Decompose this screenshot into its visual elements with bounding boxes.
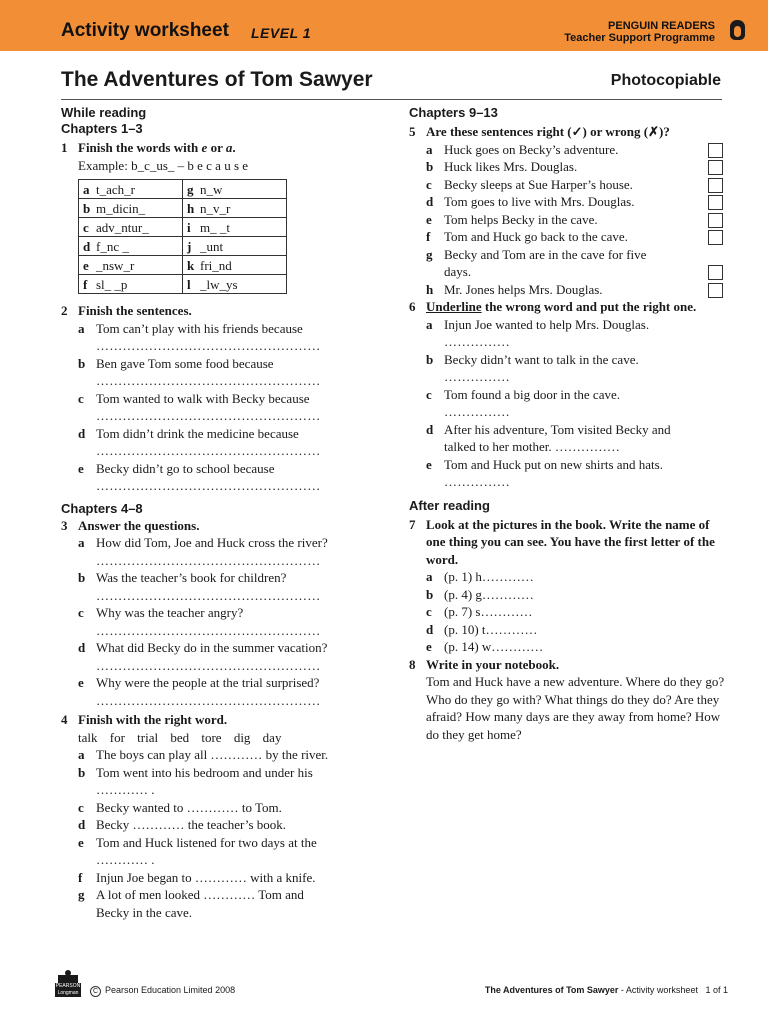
answer-line[interactable]: …………… <box>444 334 510 349</box>
footer-book-title: The Adventures of Tom Sawyer <box>484 985 619 995</box>
question-number: 7 <box>409 516 416 532</box>
grid-word: _unt <box>200 238 224 254</box>
list-item <box>61 674 377 692</box>
grid-letter: e <box>83 257 89 273</box>
question-4 <box>61 711 377 729</box>
item-letter: a <box>426 569 433 584</box>
answer-line[interactable]: …………………………………………… <box>96 373 321 388</box>
reader-figure-icon <box>55 969 81 983</box>
word-bank: talk for trial bed tore dig day <box>78 729 282 745</box>
list-item <box>61 834 377 852</box>
list-item <box>61 764 377 782</box>
question-number: 5 <box>409 124 416 139</box>
publisher-label <box>564 20 715 44</box>
example-line <box>61 157 377 175</box>
list-item <box>409 638 729 656</box>
grid-cell <box>183 237 287 256</box>
answer-line[interactable]: …………………………………………… <box>96 692 321 708</box>
item-text: Tom and Huck listened for two days at the <box>96 834 317 850</box>
list-item <box>61 460 377 478</box>
item-text: talked to her mother. …………… <box>444 439 620 454</box>
section-after-reading: After reading <box>409 497 490 513</box>
question-text: the wrong word and put the right one. <box>481 299 697 314</box>
list-item <box>61 604 377 622</box>
question-number: 4 <box>61 712 68 727</box>
item-letter: c <box>426 386 432 402</box>
item-letter: e <box>78 675 84 690</box>
list-item <box>61 534 377 552</box>
item-text: (p. 4) g………… <box>444 586 534 602</box>
list-item <box>409 316 729 334</box>
list-item <box>409 386 729 404</box>
item-letter: a <box>78 320 85 336</box>
answer-line[interactable]: …………… <box>444 369 510 384</box>
item-text: What did Becky do in the summer vacation? <box>96 640 328 655</box>
question-number: 2 <box>61 303 68 318</box>
item-text: Becky ………… the teacher’s book. <box>96 817 287 832</box>
item-letter: b <box>426 586 434 602</box>
question-3 <box>61 517 377 535</box>
list-item <box>409 158 729 176</box>
list-item <box>61 799 377 817</box>
item-text: Why was the teacher angry? <box>96 605 244 620</box>
question-text-or: or <box>207 140 226 155</box>
list-item <box>61 569 377 587</box>
list-item <box>61 816 377 834</box>
answer-checkbox[interactable] <box>708 265 723 280</box>
question-text: Write in your notebook. <box>426 656 560 672</box>
item-text: Becky didn’t want to talk in the cave. <box>444 351 639 367</box>
page-title: The Adventures of Tom Sawyer <box>61 68 373 91</box>
list-item <box>61 425 377 443</box>
item-text: Tom goes to live with Mrs. Douglas. <box>444 194 635 209</box>
penguin-logo-icon <box>730 20 745 40</box>
section-chapters-9-13: Chapters 9–13 <box>409 105 498 120</box>
publisher-line-2: Teacher Support Programme <box>564 32 715 44</box>
item-text: Becky sleeps at Sue Harper’s house. <box>444 176 633 192</box>
item-text: Tom helps Becky in the cave. <box>444 211 598 227</box>
example-text: Example: b_c_us_ – b e c a u s e <box>78 157 249 173</box>
item-letter: c <box>78 390 84 406</box>
item-letter: b <box>426 351 434 367</box>
list-item <box>61 390 377 408</box>
question-5 <box>409 123 729 141</box>
item-text: Becky didn’t go to school because <box>96 460 275 476</box>
item-letter: a <box>426 316 433 332</box>
list-item <box>409 351 729 369</box>
item-text: How did Tom, Joe and Huck cross the river? <box>96 535 328 550</box>
item-letter: e <box>78 460 84 476</box>
list-item <box>409 603 729 621</box>
level-label: LEVEL 1 <box>251 25 312 41</box>
item-text: Was the teacher’s book for children? <box>96 570 287 585</box>
item-text: Becky in the cave. <box>96 904 193 920</box>
item-letter: e <box>426 211 432 227</box>
item-letter: b <box>78 764 86 780</box>
question-7 <box>409 516 729 569</box>
question-6-items <box>409 316 729 491</box>
question-6 <box>409 298 729 316</box>
grid-letter: j <box>187 238 192 254</box>
copyright-text: Pearson Education Limited 2008 <box>105 985 236 995</box>
list-item <box>61 320 377 338</box>
grid-cell <box>79 180 183 199</box>
underline-word: Underline <box>426 299 482 314</box>
question-number: 1 <box>61 140 68 155</box>
item-text: days. <box>444 264 472 279</box>
grid-letter: c <box>83 219 89 235</box>
item-letter: b <box>78 570 86 585</box>
question-5-items <box>409 141 729 299</box>
question-text: Finish the sentences. <box>78 303 192 318</box>
question-text: Answer the questions. <box>78 517 200 533</box>
item-text: A lot of men looked ………… Tom and <box>96 887 304 902</box>
answer-line[interactable]: …………… <box>444 404 510 419</box>
answer-checkbox[interactable] <box>708 230 723 245</box>
list-item <box>409 456 729 474</box>
section-chapters-1-3: Chapters 1–3 <box>61 121 143 136</box>
answer-checkbox[interactable] <box>708 143 723 158</box>
worksheet-label: Activity worksheet <box>61 20 229 41</box>
grid-letter: l <box>187 276 191 292</box>
item-letter: d <box>426 194 434 209</box>
question-text-period: . <box>232 140 236 155</box>
grid-cell <box>183 180 287 199</box>
grid-word: fri_nd <box>200 257 232 273</box>
item-text: Why were the people at the trial surprised? <box>96 675 320 690</box>
list-item <box>409 211 729 229</box>
grid-cell <box>183 256 287 275</box>
item-text: (p. 14) w………… <box>444 639 544 654</box>
pearson-logo-icon <box>55 969 81 997</box>
item-text: ………… . <box>96 782 155 797</box>
answer-line[interactable]: …………………………………………… <box>96 657 321 673</box>
grid-word: m_ _t <box>200 219 230 235</box>
item-text: Huck likes Mrs. Douglas. <box>444 159 578 174</box>
grid-row <box>79 256 287 275</box>
list-item <box>61 639 377 657</box>
question-8 <box>409 656 729 674</box>
question-text: Finish the words with <box>78 140 202 155</box>
grid-letter: f <box>83 276 88 292</box>
answer-checkbox[interactable] <box>708 178 723 193</box>
item-letter: h <box>426 281 434 297</box>
letter-e: e <box>201 140 208 155</box>
grid-word: t_ach_r <box>96 181 135 197</box>
item-letter: f <box>426 229 431 244</box>
question-4-items <box>61 746 377 921</box>
answer-line[interactable]: …………… <box>444 474 510 489</box>
item-text: (p. 10) t………… <box>444 621 538 637</box>
item-text: The boys can play all ………… by the river. <box>96 747 329 762</box>
answer-line[interactable]: …………………………………………… <box>96 552 321 568</box>
publisher-line-1: PENGUIN READERS <box>608 20 715 32</box>
answer-checkbox[interactable] <box>708 160 723 175</box>
grid-letter: g <box>187 181 194 197</box>
list-item <box>409 621 729 639</box>
list-item <box>409 438 729 456</box>
grid-word: m_dicin_ <box>96 200 146 216</box>
item-letter: b <box>426 159 434 174</box>
answer-line[interactable]: …………………………………………… <box>96 443 321 458</box>
page-number: 1 of 1 <box>705 985 728 995</box>
left-column <box>61 105 377 921</box>
list-item <box>409 568 729 586</box>
grid-letter: h <box>187 200 195 216</box>
item-letter: d <box>426 621 434 637</box>
grid-cell <box>79 199 183 218</box>
list-item <box>61 355 377 373</box>
item-letter: g <box>426 246 433 262</box>
copyright-icon: C <box>90 986 101 997</box>
grid-word: _nsw_r <box>96 257 135 273</box>
item-text: (p. 1) h………… <box>444 569 534 584</box>
grid-row <box>79 237 287 256</box>
item-letter: e <box>426 456 432 472</box>
item-text: Tom wanted to walk with Becky because <box>96 390 310 406</box>
item-text: Tom can’t play with his friends because <box>96 320 303 336</box>
copyright-line <box>90 985 235 997</box>
grid-row <box>79 218 287 237</box>
title-divider <box>61 99 722 100</box>
answer-checkbox[interactable] <box>708 213 723 228</box>
grid-word: n_w <box>200 181 223 197</box>
question-number: 8 <box>409 656 416 672</box>
grid-letter: d <box>83 238 91 254</box>
question-1 <box>61 139 377 157</box>
item-text: (p. 7) s………… <box>444 604 533 619</box>
list-item <box>409 141 729 159</box>
photocopiable-label: Photocopiable <box>610 72 721 89</box>
question-text: Are these sentences right (✓) or wrong (✗)? <box>426 124 670 139</box>
item-letter: a <box>78 747 85 762</box>
item-letter: d <box>78 817 86 832</box>
question-3-items <box>61 534 377 709</box>
answer-line[interactable]: …………………………………………… <box>96 408 321 423</box>
item-letter: b <box>78 355 86 371</box>
header-bar <box>0 0 768 51</box>
grid-cell <box>79 256 183 275</box>
item-text: Injun Joe began to ………… with a knife. <box>96 869 316 885</box>
grid-cell <box>79 275 183 294</box>
footer-right <box>485 985 728 995</box>
grid-row <box>79 180 287 199</box>
item-letter: d <box>426 421 434 437</box>
grid-word: adv_ntur_ <box>96 219 149 235</box>
grid-word: _lw_ys <box>200 276 238 292</box>
section-chapters-4-8: Chapters 4–8 <box>61 500 143 516</box>
list-item <box>409 586 729 604</box>
item-letter: a <box>426 141 433 157</box>
item-text: Becky wanted to ………… to Tom. <box>96 799 282 815</box>
question-8-body: Tom and Huck have a new adventure. Where do they go? Who do they go with? What things do they do? Are they afraid? How many days are they away from home? How do they get home? <box>426 674 725 742</box>
word-grid <box>78 179 287 294</box>
grid-word: n_v_r <box>200 200 231 216</box>
list-item <box>409 246 729 264</box>
item-letter: c <box>78 799 84 815</box>
list-item <box>409 281 729 299</box>
item-text: Tom went into his bedroom and under his <box>96 764 313 780</box>
list-item <box>61 746 377 764</box>
item-letter: e <box>426 639 432 654</box>
list-item <box>409 176 729 194</box>
grid-cell <box>183 275 287 294</box>
list-item <box>409 263 729 281</box>
answer-line[interactable]: …………………………………………… <box>96 478 321 493</box>
item-text: Becky and Tom are in the cave for five <box>444 246 647 262</box>
list-item <box>409 228 729 246</box>
grid-letter: k <box>187 257 195 273</box>
grid-letter: i <box>187 219 191 235</box>
question-text: Look at the pictures in the book. Write the name of one thing you can see. You have the first letter of the word. <box>426 516 715 567</box>
right-column <box>409 105 729 743</box>
letter-a: a <box>225 140 233 155</box>
answer-line[interactable]: …………………………………………… <box>96 587 321 603</box>
grid-row <box>79 199 287 218</box>
item-letter: a <box>78 535 85 550</box>
list-item <box>61 904 377 922</box>
item-letter: c <box>426 176 432 192</box>
item-text: Injun Joe wanted to help Mrs. Douglas. <box>444 316 650 332</box>
grid-letter: a <box>83 181 90 197</box>
item-text: Mr. Jones helps Mrs. Douglas. <box>444 281 603 297</box>
item-text: Ben gave Tom some food because <box>96 355 274 371</box>
answer-checkbox[interactable] <box>708 283 723 298</box>
grid-cell <box>183 218 287 237</box>
grid-word: f_nc _ <box>96 238 129 254</box>
item-text: Tom found a big door in the cave. <box>444 386 620 402</box>
item-text: Huck goes on Becky’s adventure. <box>444 141 619 157</box>
pearson-logo-text <box>55 983 81 997</box>
pearson-logo-bottom: Longman <box>57 990 79 996</box>
item-text: Tom and Huck go back to the cave. <box>444 229 628 244</box>
answer-line[interactable]: …………………………………………… <box>96 622 321 638</box>
answer-line[interactable]: …………………………………………… <box>96 338 321 353</box>
grid-word: sl_ _p <box>96 276 128 292</box>
item-letter: d <box>78 425 86 441</box>
list-item <box>61 851 377 869</box>
footer-suffix: - Activity worksheet <box>618 985 698 995</box>
grid-cell <box>183 199 287 218</box>
list-item <box>61 869 377 887</box>
item-letter: d <box>78 640 86 655</box>
item-letter: g <box>78 887 85 902</box>
item-letter: c <box>78 605 84 620</box>
grid-cell <box>79 237 183 256</box>
item-text: Tom and Huck put on new shirts and hats. <box>444 456 663 472</box>
question-number: 6 <box>409 299 416 314</box>
grid-row <box>79 275 287 294</box>
list-item <box>409 193 729 211</box>
question-text: Finish with the right word. <box>78 712 228 727</box>
answer-checkbox[interactable] <box>708 195 723 210</box>
list-item <box>61 781 377 799</box>
question-7-items <box>409 568 729 656</box>
list-item <box>409 421 729 439</box>
pearson-logo-top: PEARSON <box>55 983 81 989</box>
section-while-reading: While reading <box>61 105 147 120</box>
question-2-items <box>61 320 377 495</box>
grid-cell <box>79 218 183 237</box>
item-text: ………… . <box>96 852 155 867</box>
item-letter: e <box>78 834 84 850</box>
item-text: After his adventure, Tom visited Becky and <box>444 421 671 437</box>
list-item <box>61 886 377 904</box>
item-letter: f <box>78 869 83 885</box>
grid-letter: b <box>83 200 91 216</box>
item-letter: c <box>426 604 432 619</box>
item-text: Tom didn’t drink the medicine because <box>96 425 299 441</box>
question-2 <box>61 302 377 320</box>
question-number: 3 <box>61 517 68 533</box>
